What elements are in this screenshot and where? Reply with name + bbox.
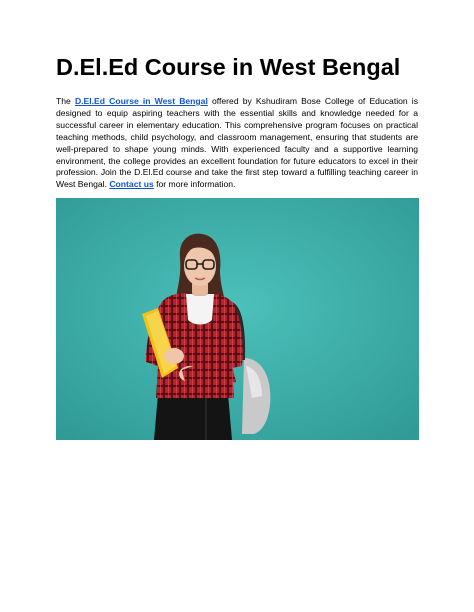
left-hand: [164, 348, 184, 364]
contact-us-link[interactable]: Contact us: [109, 179, 154, 190]
paragraph-middle: offered by Kshudiram Bose College of Education is designed to equip aspiring teachers with the essential skills and knowledge needed for a successful career in elementary education. This comprehensive program focuses on practical teaching methods, child psychology, and classroom management, ensuring that students are well-prepared to shape young minds. With experienced faculty and a supportive learning environment, the college provides an excellent foundation for future educators to excel in their profession. Join the D.El.Ed course and take the first step toward a fulfilling teaching career in West Bengal.: [56, 96, 419, 190]
student-photo: [56, 198, 419, 440]
pants: [154, 394, 232, 440]
body-paragraph: [56, 96, 418, 191]
page-title: D.El.Ed Course in West Bengal: [56, 54, 401, 80]
paragraph-intro: The: [56, 96, 75, 106]
course-link[interactable]: D.El.Ed Course in West Bengal: [74, 96, 208, 106]
paragraph-outro: for more information.: [153, 179, 236, 190]
